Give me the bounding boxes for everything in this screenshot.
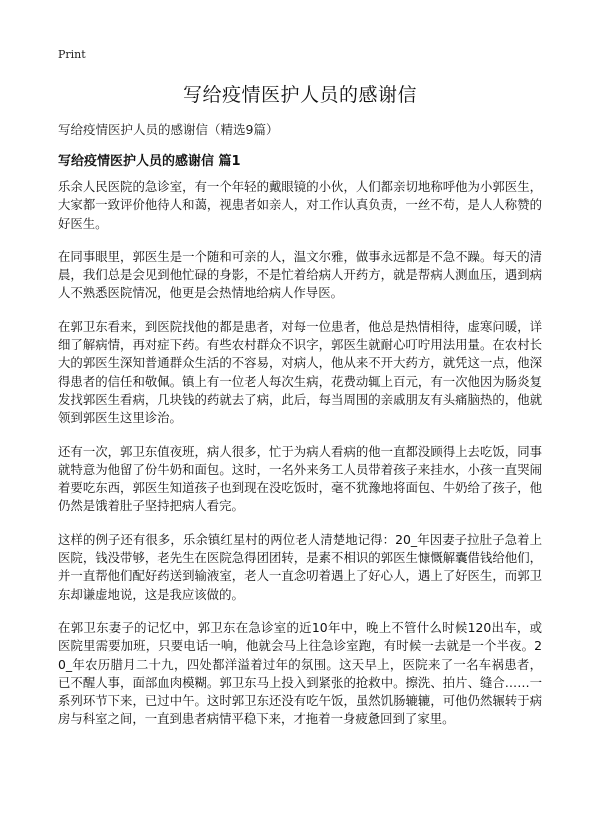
paragraph-2: 在同事眼里，郭医生是一个随和可亲的人，温文尔雅，做事永远都是不急不躁。每天的清晨，我们总是会见到他忙碌的身影，不是忙着给病人开药方，就是帮病人测血压，遇到病人不熟悉医院情况，他更是会热情地给病人作导医。 <box>58 248 542 301</box>
paragraph-4: 还有一次，郭卫东值夜班，病人很多，忙于为病人看病的他一直都没顾得上去吃饭，同事就特意为他留了份牛奶和面包。这时，一名外来务工人员带着孩子来挂水，小孩一直哭闹着要吃东西，郭医生知道孩子也到现在没吃饭时，毫不犹豫地将面包、牛奶给了孩子，他仍然是饿着肚子坚持把病人看完。 <box>58 443 542 514</box>
document-subtitle: 写给疫情医护人员的感谢信（精选9篇） <box>58 122 279 137</box>
paragraph-3: 在郭卫东看来，到医院找他的都是患者，对每一位患者，他总是热情相待，虚寒问暖，详细了解病情，再对症下药。有些农村群众不识字，郭医生就耐心叮咛用法用量。在农村长大的郭医生深知普通群众生活的不容易，对病人，他从来不开大药方，就凭这一点，他深得患者的信任和敬佩。镇上有一位老人每次生病，花费动辄上百元，有一次他因为肠炎复发找郭医生看病，几块钱的药就去了病，此后，每当周围的亲戚朋友有头痛脑热的，他就领到郭医生这里诊治。 <box>58 318 542 426</box>
print-label: Print <box>58 48 86 61</box>
page-title: 写给疫情医护人员的感谢信 <box>182 84 417 106</box>
article-body <box>58 178 542 744</box>
paragraph-1: 乐余人民医院的急诊室，有一个年轻的戴眼镜的小伙，人们都亲切地称呼他为小郭医生，大家都一致评价他待人和蔼，视患者如亲人，对工作认真负责，一丝不苟，是人人称赞的好医生。 <box>58 179 542 231</box>
paragraph-6: 在郭卫东妻子的记忆中，郭卫东在急诊室的近10年中，晚上不管什么时候120出车，或医院里需要加班，只要电话一响，他就会马上往急诊室跑，有时候一去就是一个半夜。20_年农历腊月二十九，四处都洋溢着过年的氛围。这天早上，医院来了一名车祸患者，已不醒人事，面部血肉模糊。郭卫东马上投入到紧张的抢救中。擦洗、拍片、缝合……一系列环节下来，已过中午。这时郭卫东还没有吃午饭，虽然饥肠辘辘，可他仍然辗转于病房与科室之间，一直到患者病情平稳下来，才拖着一身疲惫回到了家里。 <box>58 619 542 727</box>
paragraph-5: 这样的例子还有很多，乐余镇红星村的两位老人清楚地记得：20_年因妻子拉肚子急着上医院，钱没带够，老先生在医院急得团团转，是素不相识的郭医生慷慨解囊借钱给他们，并一直帮他们配好药送到输液室，老人一直念叨着遇上了好心人，遇上了好医生，而郭卫东却谦虚地说，这是我应该做的。 <box>58 531 542 602</box>
section-heading: 写给疫情医护人员的感谢信 篇1 <box>58 154 241 169</box>
